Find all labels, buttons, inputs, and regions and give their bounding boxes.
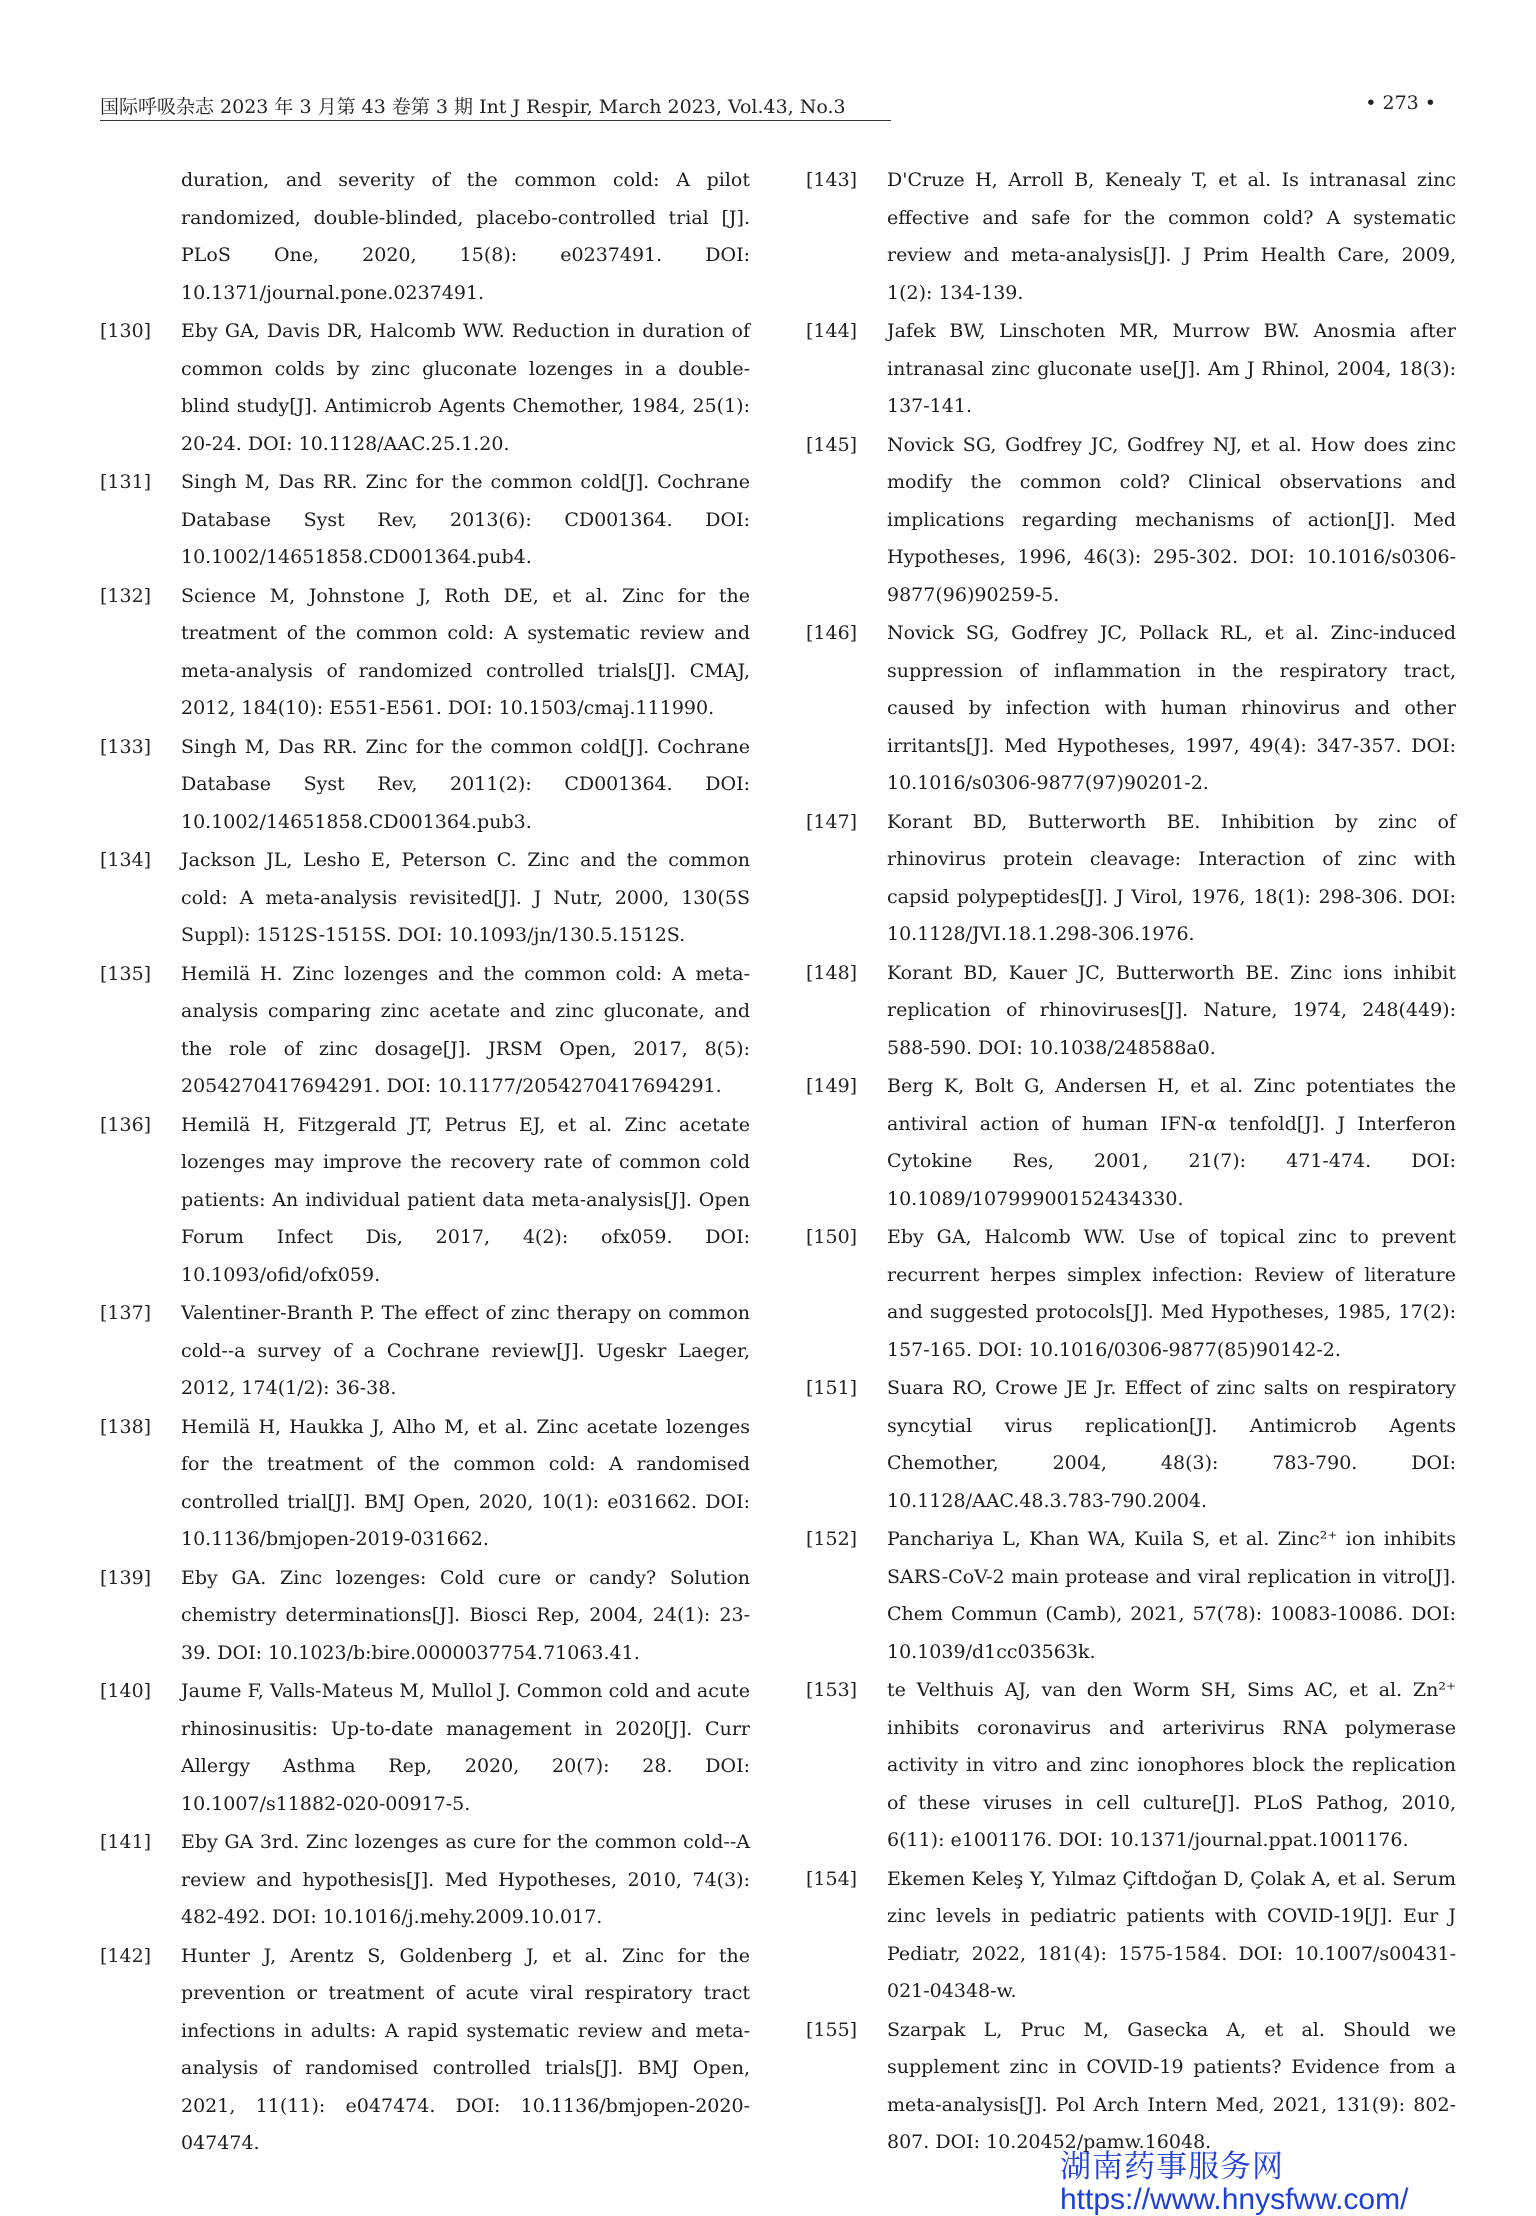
reference-text: Jaume F, Valls-Mateus M, Mullol J. Common cold and acute rhinosinusitis: Up-to-date management in 2020[J]. Curr Allergy Asthma Rep, 2020, 20(7): 28. DOI: 10.1007/s11882-020-00917-5. <box>181 1680 750 1815</box>
reference-text: Eby GA. Zinc lozenges: Cold cure or candy? Solution chemistry determinations[J]. Biosci Rep, 2004, 24(1): 23-39. DOI: 10.1023/b:bire.0000037754.71063.41. <box>181 1566 750 1664</box>
reference-entry <box>100 162 750 312</box>
reference-text: Hunter J, Arentz S, Goldenberg J, et al. Zinc for the prevention or treatment of acute viral respiratory tract infections in adults: A rapid systematic review and meta-analysis of randomised controlled trials[J]. BMJ Open, 2021, 11(11): e047474. DOI: 10.1136/bmjopen-2020-047474. <box>181 1944 750 2154</box>
reference-text: Singh M, Das RR. Zinc for the common cold[J]. Cochrane Database Syst Rev, 2013(6): CD001364. DOI: 10.1002/14651858.CD001364.pub4. <box>181 471 750 568</box>
reference-entry <box>806 1861 1456 2011</box>
reference-text: Hemilä H. Zinc lozenges and the common cold: A meta-analysis comparing zinc acetate and zinc gluconate, and the role of zinc dosage[J]. JRSM Open, 2017, 8(5): 2054270417694291. DOI: 10.1177/2054270417694291. <box>181 962 750 1097</box>
reference-entry <box>806 427 1456 615</box>
reference-entry <box>100 842 750 955</box>
reference-text: Ekemen Keleş Y, Yılmaz Çiftdoğan D, Çolak A, et al. Serum zinc levels in pediatric patients with COVID-19[J]. Eur J Pediatr, 2022, 181(4): 1575-1584. DOI: 10.1007/s00431-021-04348-w. <box>887 1867 1456 2002</box>
reference-entry <box>806 955 1456 1068</box>
reference-entry <box>100 464 750 577</box>
reference-entry <box>100 1938 750 2163</box>
reference-text: duration, and severity of the common cold: A pilot randomized, double-blinded, placebo-controlled trial [J]. PLoS One, 2020, 15(8): e0237491. DOI: 10.1371/journal.pone.0237491. <box>181 169 750 304</box>
reference-number: [139] <box>100 1566 152 1589</box>
running-header <box>100 92 1436 122</box>
reference-entry <box>100 578 750 728</box>
reference-text: Jackson JL, Lesho E, Peterson C. Zinc and the common cold: A meta-analysis revisited[J]. J Nutr, 2000, 130(5S Suppl): 1512S-1515S. DOI: 10.1093/jn/130.5.1512S. <box>181 849 750 946</box>
reference-text: D'Cruze H, Arroll B, Kenealy T, et al. Is intranasal zinc effective and safe for the common cold? A systematic review and meta-analysis[J]. J Prim Health Care, 2009, 1(2): 134-139. <box>887 169 1456 304</box>
watermark-url[interactable]: https://www.hnysfww.com/ <box>1060 2183 1409 2216</box>
reference-text: Eby GA, Halcomb WW. Use of topical zinc to prevent recurrent herpes simplex infection: Review of literature and suggested protocols[J]. Med Hypotheses, 1985, 17(2): 157-165. DOI: 10.1016/0306-9877(85)90142-2. <box>887 1226 1456 1361</box>
reference-text: Valentiner-Branth P. The effect of zinc therapy on common cold--a survey of a Cochrane review[J]. Ugeskr Laeger, 2012, 174(1/2): 36-38. <box>181 1302 750 1399</box>
reference-number: [144] <box>806 320 858 342</box>
reference-number: [133] <box>100 735 152 758</box>
reference-number: [152] <box>806 1528 858 1550</box>
header-rule <box>100 120 891 121</box>
reference-entry <box>100 1824 750 1937</box>
reference-text: Szarpak L, Pruc M, Gasecka A, et al. Should we supplement zinc in COVID-19 patients? Evidence from a meta-analysis[J]. Pol Arch Intern Med, 2021, 131(9): 802-807. DOI: 10.20452/pamw.16048. <box>887 2018 1456 2153</box>
reference-text: Korant BD, Butterworth BE. Inhibition by zinc of rhinovirus protein cleavage: Interaction of zinc with capsid polypeptides[J]. J Virol, 1976, 18(1): 298-306. DOI: 10.1128/JVI.18.1.298-306.1976. <box>887 810 1456 945</box>
reference-number: [155] <box>806 2018 858 2041</box>
reference-number: [153] <box>806 1679 858 1701</box>
reference-text: Korant BD, Kauer JC, Butterworth BE. Zinc ions inhibit replication of rhinoviruses[J]. Nature, 1974, 248(449): 588-590. DOI: 10.1038/248588a0. <box>887 961 1456 1059</box>
reference-number: [149] <box>806 1075 858 1097</box>
reference-entry <box>806 1370 1456 1520</box>
reference-number: [154] <box>806 1867 858 1890</box>
reference-text: Hemilä H, Haukka J, Alho M, et al. Zinc acetate lozenges for the treatment of the common cold: A randomised controlled trial[J]. BMJ Open, 2020, 10(1): e031662. DOI: 10.1136/bmjopen-2019-031662. <box>181 1415 750 1550</box>
reference-number: [148] <box>806 961 858 984</box>
site-watermark <box>1060 2150 1480 2216</box>
reference-entry <box>806 313 1456 426</box>
reference-number: [151] <box>806 1377 858 1399</box>
reference-number: [143] <box>806 169 858 191</box>
reference-number: [140] <box>100 1680 152 1702</box>
reference-number: [138] <box>100 1415 152 1438</box>
reference-entry <box>100 1107 750 1295</box>
reference-column-right <box>806 162 1456 2163</box>
reference-number: [141] <box>100 1831 152 1853</box>
reference-number: [131] <box>100 471 152 493</box>
reference-entry <box>100 1560 750 1673</box>
reference-text: te Velthuis AJ, van den Worm SH, Sims AC, et al. Zn²⁺ inhibits coronavirus and arterivirus RNA polymerase activity in vitro and zinc ionophores block the replication of these viruses in cell culture[J]. PLoS Pathog, 2010, 6(11): e1001176. DOI: 10.1371/journal.ppat.1001176. <box>887 1679 1456 1851</box>
reference-number: [136] <box>100 1113 152 1136</box>
reference-text: Hemilä H, Fitzgerald JT, Petrus EJ, et al. Zinc acetate lozenges may improve the recovery rate of common cold patients: An individual patient data meta-analysis[J]. Open Forum Infect Dis, 2017, 4(2): ofx059. DOI: 10.1093/ofid/ofx059. <box>181 1113 750 1286</box>
reference-text: Panchariya L, Khan WA, Kuila S, et al. Zinc²⁺ ion inhibits SARS-CoV-2 main protease and viral replication in vitro[J]. Chem Commun (Camb), 2021, 57(78): 10083-10086. DOI: 10.1039/d1cc03563k. <box>887 1528 1456 1663</box>
page-number: • 273 • <box>1365 92 1436 114</box>
reference-text: Novick SG, Godfrey JC, Pollack RL, et al. Zinc-induced suppression of inflammation in the respiratory tract, caused by infection with human rhinovirus and other irritants[J]. Med Hypotheses, 1997, 49(4): 347-357. DOI: 10.1016/s0306-9877(97)90201-2. <box>887 622 1456 794</box>
reference-text: Eby GA, Davis DR, Halcomb WW. Reduction in duration of common colds by zinc gluconate lozenges in a double-blind study[J]. Antimicrob Agents Chemother, 1984, 25(1): 20-24. DOI: 10.1128/AAC.25.1.20. <box>181 320 750 455</box>
reference-number: [132] <box>100 584 152 607</box>
reference-text: Science M, Johnstone J, Roth DE, et al. Zinc for the treatment of the common cold: A systematic review and meta-analysis of randomized controlled trials[J]. CMAJ, 2012, 184(10): E551-E561. DOI: 10.1503/cmaj.111990. <box>181 584 750 719</box>
reference-number: [146] <box>806 622 858 644</box>
reference-entry <box>806 162 1456 312</box>
reference-number: [150] <box>806 1226 858 1248</box>
reference-text: Suara RO, Crowe JE Jr. Effect of zinc salts on respiratory syncytial virus replication[J]. Antimicrob Agents Chemother, 2004, 48(3): 783-790. DOI: 10.1128/AAC.48.3.783-790.2004. <box>887 1377 1456 1512</box>
reference-number: [142] <box>100 1944 152 1967</box>
reference-number: [130] <box>100 320 152 342</box>
reference-text: Jafek BW, Linschoten MR, Murrow BW. Anosmia after intranasal zinc gluconate use[J]. Am J Rhinol, 2004, 18(3): 137-141. <box>887 320 1456 417</box>
reference-entry <box>806 1521 1456 1671</box>
reference-entry <box>100 1673 750 1823</box>
reference-text: Berg K, Bolt G, Andersen H, et al. Zinc potentiates the antiviral action of human IFN-α tenfold[J]. J Interferon Cytokine Res, 2001, 21(7): 471-474. DOI: 10.1089/10799900152434330. <box>887 1075 1456 1210</box>
reference-entry <box>806 2012 1456 2162</box>
reference-entry <box>100 729 750 842</box>
reference-text: Singh M, Das RR. Zinc for the common cold[J]. Cochrane Database Syst Rev, 2011(2): CD001364. DOI: 10.1002/14651858.CD001364.pub3. <box>181 735 750 833</box>
reference-entry <box>100 1295 750 1408</box>
reference-entry <box>806 804 1456 954</box>
journal-citation: 国际呼吸杂志 2023 年 3 月第 43 卷第 3 期 Int J Respir, March 2023, Vol.43, No.3 <box>100 96 846 118</box>
reference-text: Eby GA 3rd. Zinc lozenges as cure for the common cold--A review and hypothesis[J]. Med Hypotheses, 2010, 74(3): 482-492. DOI: 10.1016/j.mehy.2009.10.017. <box>181 1831 750 1928</box>
reference-number: [147] <box>806 810 858 833</box>
reference-number: [145] <box>806 433 858 456</box>
watermark-site-name: 湖南药事服务网 <box>1060 2149 1284 2184</box>
reference-entry <box>100 956 750 1106</box>
reference-column-left <box>100 162 750 2164</box>
reference-entry <box>100 1409 750 1559</box>
reference-number: [137] <box>100 1302 152 1324</box>
reference-entry <box>806 615 1456 803</box>
reference-entry <box>806 1672 1456 1860</box>
reference-number: [134] <box>100 849 152 871</box>
reference-entry <box>806 1068 1456 1218</box>
reference-entry <box>806 1219 1456 1369</box>
reference-entry <box>100 313 750 463</box>
reference-text: Novick SG, Godfrey JC, Godfrey NJ, et al. How does zinc modify the common cold? Clinical observations and implications regarding mechanisms of action[J]. Med Hypotheses, 1996, 46(3): 295-302. DOI: 10.1016/s0306-9877(96)90259-5. <box>887 433 1456 606</box>
reference-number: [135] <box>100 962 152 985</box>
